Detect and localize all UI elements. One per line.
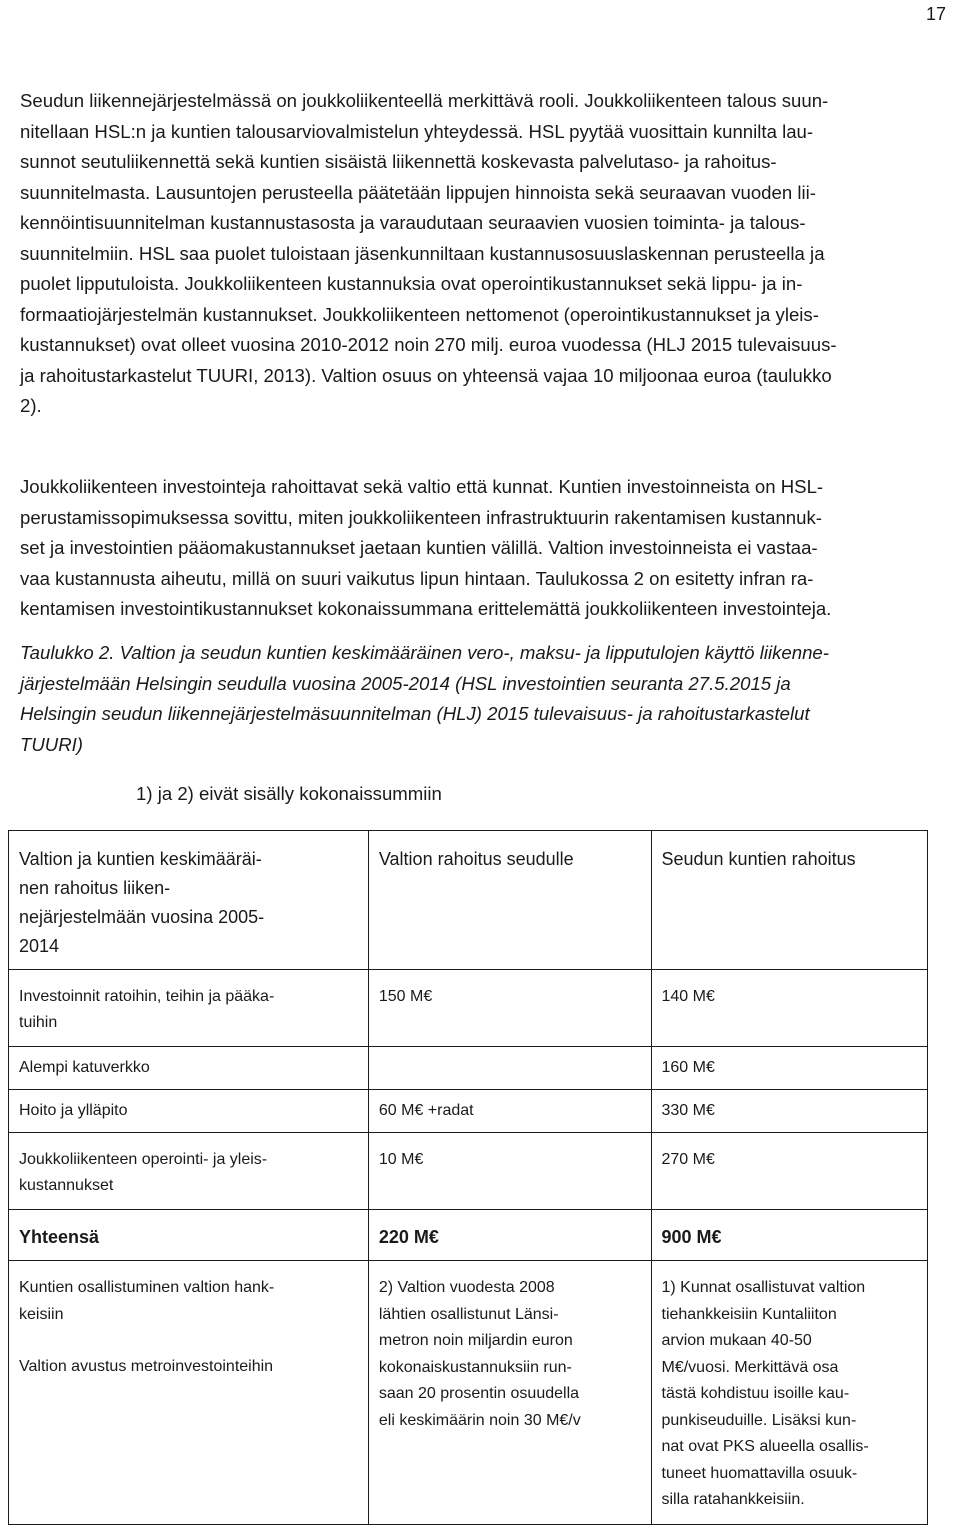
paragraph-line: set ja investointien pääomakustannukset jaetaan kuntien välillä. Valtion investoinneista ei vastaa- <box>20 537 818 558</box>
table-note: 1) ja 2) eivät sisälly kokonaissummiin <box>136 783 442 804</box>
total-label: Yhteensä <box>9 1210 369 1261</box>
note-line: lähtien osallistunut Länsi- <box>378 1305 559 1323</box>
header-cell-municipal <box>651 831 928 970</box>
row-label <box>9 1090 369 1133</box>
header-cell-period <box>9 831 369 970</box>
row-label <box>9 1047 369 1090</box>
caption-line: TUURI) <box>20 733 83 755</box>
paragraph-line: kennöintisuunnitelman kustannustasosta ja varaudutaan seuraavien vuosien toiminta- ja talous- <box>20 212 806 233</box>
header-line: 2014 <box>19 936 60 956</box>
paragraph-line: sunnot seutuliikennettä sekä kuntien sisäistä liikennettä koskevasta palvelutaso- ja rahoitus- <box>20 151 777 172</box>
header-line: Seudun kuntien rahoitus <box>661 849 856 869</box>
label-line: kustannukset <box>19 1177 114 1194</box>
table-row <box>9 1047 928 1090</box>
row-label <box>9 1133 369 1210</box>
note-line: eli keskimäärin noin 30 M€/v <box>378 1411 581 1429</box>
note-line: 1) Kunnat osallistuvat valtion <box>661 1279 866 1296</box>
label-line: Alempi katuverkko <box>19 1059 150 1076</box>
state-value: 60 M€ +radat <box>368 1090 651 1133</box>
label-line: Investoinnit ratoihin, teihin ja pääka- <box>19 988 275 1005</box>
table-header-row <box>9 831 928 970</box>
note-line: metron noin miljardin euron <box>378 1332 573 1349</box>
note-line: kokonaiskustannuksiin run- <box>378 1358 572 1376</box>
table-row <box>9 1090 928 1133</box>
note-line: arvion mukaan 40-50 <box>661 1332 812 1349</box>
total-state: 220 M€ <box>368 1210 651 1261</box>
label-line: Hoito ja ylläpito <box>19 1102 128 1119</box>
table-row <box>9 970 928 1047</box>
paragraph-line: Seudun liikennejärjestelmässä on joukkoliikenteellä merkittävä rooli. Joukkoliikenteen talous suun- <box>20 90 829 111</box>
caption-line: Helsingin seudun liikennejärjestelmäsuunnitelman (HLJ) 2015 tulevaisuus- ja rahoitustarkastelut <box>20 703 810 724</box>
municipal-value: 160 M€ <box>651 1047 928 1090</box>
paragraph-line: puolet lipputuloista. Joukkoliikenteen kustannuksia ovat operointikustannukset sekä lippu- ja in- <box>20 273 803 294</box>
note-line: tuneet huomattavilla osuuk- <box>661 1464 858 1482</box>
paragraph-line: ja rahoitustarkastelut TUURI, 2013). Valtion osuus on yhteensä vajaa 10 miljoonaa euroa (taulukko <box>20 364 832 386</box>
caption-line: Taulukko 2. Valtion ja seudun kuntien keskimääräinen vero-, maksu- ja lipputulojen käyttö liikenne- <box>20 642 829 663</box>
paragraph-line: formaatiojärjestelmän kustannukset. Joukkoliikenteen nettomenot (operointikustannukset ja yleis- <box>20 303 819 325</box>
note-line: tästä kohdistuu isoille kau- <box>661 1385 850 1402</box>
total-municipal: 900 M€ <box>651 1210 928 1261</box>
paragraph-line: perustamissopimuksessa sovittu, miten joukkoliikenteen infrastruktuurin rakentamisen kustannuk- <box>20 506 822 528</box>
note-line: Kuntien osallistuminen valtion hank- <box>19 1279 275 1296</box>
row-label <box>9 970 369 1047</box>
page-number: 17 <box>925 4 946 24</box>
label-line: tuihin <box>19 1014 58 1031</box>
note-line: nat ovat PKS alueella osallis- <box>661 1438 869 1455</box>
paragraph-line: 2). <box>20 395 42 416</box>
state-footnote-cell <box>368 1261 651 1525</box>
label-line: Joukkoliikenteen operointi- ja yleis- <box>19 1151 268 1168</box>
state-value <box>368 1047 651 1090</box>
note-line: M€/vuosi. Merkittävä osa <box>661 1358 839 1376</box>
table-notes-row <box>9 1261 928 1525</box>
paragraph-line: nitellaan HSL:n ja kuntien talousarviovalmistelun yhteydessä. HSL pyytää vuosittain kunnilta lau- <box>20 120 814 142</box>
note-line: tiehankkeisiin Kuntaliiton <box>661 1305 837 1323</box>
table-caption <box>20 638 960 760</box>
header-line: Valtion rahoitus seudulle <box>378 849 574 869</box>
table-total-row <box>9 1210 928 1261</box>
paragraph-line: suunnitelmasta. Lausuntojen perusteella päätetään lippujen hinnoista sekä seuraavan vuoden lii- <box>20 181 816 203</box>
paragraph-investments <box>20 472 960 625</box>
table-row <box>9 1133 928 1210</box>
municipal-footnote-cell <box>651 1261 928 1525</box>
paragraph-public-transport-finances <box>20 86 960 422</box>
municipal-value: 270 M€ <box>651 1133 928 1210</box>
header-cell-state <box>368 831 651 970</box>
financing-table <box>8 830 928 1525</box>
header-line: Valtion ja kuntien keskimääräi- <box>19 849 262 869</box>
note-line: saan 20 prosentin osuudella <box>378 1385 580 1402</box>
note-line: keisiin <box>19 1305 64 1323</box>
participation-cell <box>9 1261 369 1525</box>
note-line: 2) Valtion vuodesta 2008 <box>378 1279 555 1296</box>
header-line: nen rahoitus liiken- <box>19 878 171 898</box>
note-line: Valtion avustus metroinvestointeihin <box>19 1358 274 1375</box>
header-line: nejärjestelmään vuosina 2005- <box>19 907 265 927</box>
paragraph-line: kentamisen investointikustannukset kokonaissummana erittelemättä joukkoliikenteen investointeja. <box>20 598 832 619</box>
caption-line: järjestelmään Helsingin seudulla vuosina 2005-2014 (HSL investointien seuranta 27.5.2015 ja <box>20 672 791 694</box>
municipal-value: 330 M€ <box>651 1090 928 1133</box>
paragraph-line: kustannukset) ovat olleet vuosina 2010-2012 noin 270 milj. euroa vuodessa (HLJ 2015 tulevaisuus- <box>20 334 837 355</box>
state-value: 10 M€ <box>368 1133 651 1210</box>
state-value: 150 M€ <box>368 970 651 1047</box>
note-line: punkiseuduille. Lisäksi kun- <box>661 1411 857 1429</box>
paragraph-line: vaa kustannusta aiheutu, millä on suuri vaikutus lipun hintaan. Taulukossa 2 on esitetty infran ra- <box>20 567 814 589</box>
paragraph-line: Joukkoliikenteen investointeja rahoittavat sekä valtio että kunnat. Kuntien investoinneista on HSL- <box>20 476 824 497</box>
paragraph-line: suunnitelmiin. HSL saa puolet tuloistaan jäsenkunniltaan kustannusosuuslaskennan perusteella ja <box>20 242 825 264</box>
municipal-value: 140 M€ <box>651 970 928 1047</box>
note-line: silla ratahankkeisiin. <box>661 1491 805 1508</box>
